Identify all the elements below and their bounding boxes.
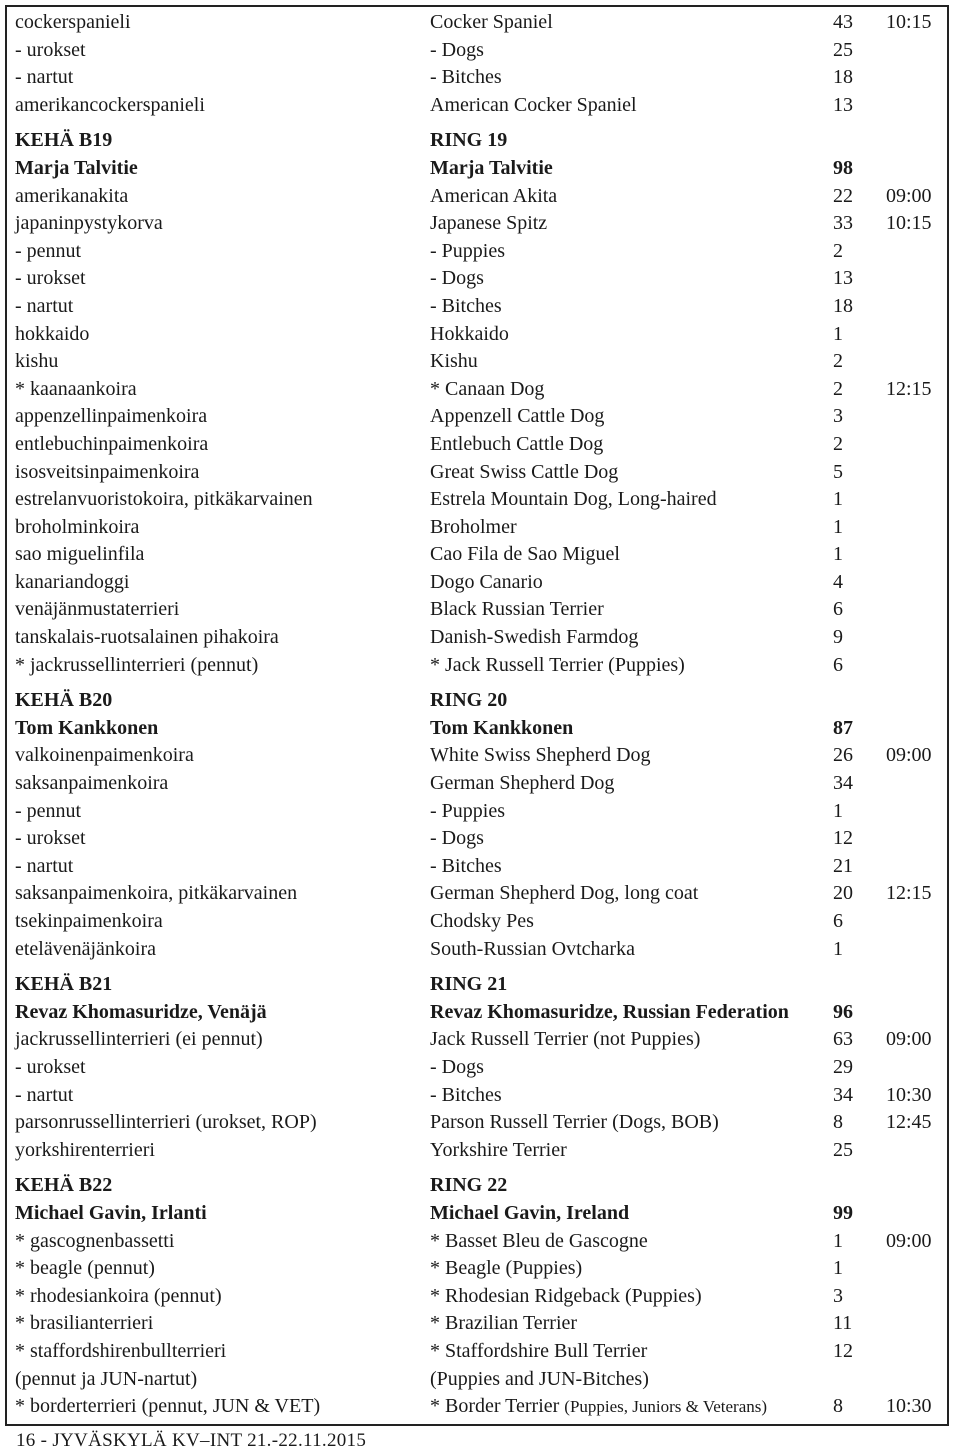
entry-count: 34 xyxy=(833,772,853,795)
start-time: 10:15 xyxy=(886,212,932,235)
entry-row xyxy=(0,348,960,376)
finnish-name: - urokset xyxy=(15,1055,86,1078)
english-name-text: Broholmer xyxy=(430,515,517,538)
start-time: 09:00 xyxy=(886,184,932,207)
english-name xyxy=(430,1109,719,1137)
english-name xyxy=(430,514,517,542)
english-name xyxy=(430,9,553,37)
english-name xyxy=(430,596,604,624)
finnish-name: * rhodesiankoira (pennut) xyxy=(15,1284,222,1307)
entry-row xyxy=(0,853,960,881)
entry-count: 3 xyxy=(833,405,843,428)
entry-count: 6 xyxy=(833,910,843,932)
finnish-name: estrelanvuoristokoira, pitkäkarvainen xyxy=(15,488,313,511)
english-name-text: - Puppies xyxy=(430,239,505,262)
entry-count: 13 xyxy=(833,93,853,116)
entry-row xyxy=(0,624,960,652)
english-name-text: Great Swiss Cattle Dog xyxy=(430,460,619,483)
english-name xyxy=(430,1366,649,1394)
entry-row xyxy=(0,936,960,964)
entry-count: 5 xyxy=(833,460,843,483)
entry-count: 13 xyxy=(833,267,853,290)
finnish-name: broholminkoira xyxy=(15,515,140,538)
english-name xyxy=(430,64,502,92)
english-name xyxy=(430,348,478,376)
english-name-text: Japanese Spitz xyxy=(430,212,548,235)
entry-row xyxy=(0,265,960,293)
entry-row xyxy=(0,1054,960,1082)
english-name xyxy=(430,1026,700,1054)
english-name-text: German Shepherd Dog, long coat xyxy=(430,882,699,905)
start-time: 09:00 xyxy=(886,1028,932,1051)
english-name xyxy=(430,1310,577,1338)
start-time: 10:30 xyxy=(886,1083,932,1106)
finnish-name: etelävenäjänkoira xyxy=(15,937,157,960)
finnish-name: parsonrussellinterrieri (urokset, ROP) xyxy=(15,1111,317,1134)
entry-count: 18 xyxy=(833,66,853,89)
english-name xyxy=(430,1283,702,1311)
finnish-name: KEHÄ B21 xyxy=(15,973,113,996)
entry-count: 6 xyxy=(833,653,843,676)
entry-count: 4 xyxy=(833,570,843,593)
english-name-text: Chodsky Pes xyxy=(430,910,534,932)
english-name-text: German Shepherd Dog xyxy=(430,772,615,795)
finnish-name: sao miguelinfila xyxy=(15,543,145,566)
english-name xyxy=(430,652,685,680)
english-name-text: * Jack Russell Terrier (Puppies) xyxy=(430,653,685,676)
entry-count: 1 xyxy=(833,543,843,566)
finnish-name: entlebuchinpaimenkoira xyxy=(15,432,209,455)
english-name-text: Jack Russell Terrier (not Puppies) xyxy=(430,1028,701,1051)
finnish-name: saksanpaimenkoira, pitkäkarvainen xyxy=(15,882,298,905)
entry-row xyxy=(0,742,960,770)
entry-count: 2 xyxy=(833,239,843,262)
english-name xyxy=(430,293,502,321)
start-time: 10:30 xyxy=(886,1395,932,1418)
english-name xyxy=(430,1082,502,1110)
entry-count: 2 xyxy=(833,432,843,455)
english-name-text: South-Russian Ovtcharka xyxy=(430,937,635,960)
start-time: 12:15 xyxy=(886,377,932,400)
entry-row xyxy=(0,770,960,798)
english-name-text: - Dogs xyxy=(430,267,484,290)
entry-count: 12 xyxy=(833,827,853,850)
english-name-text: Appenzell Cattle Dog xyxy=(430,405,605,428)
entry-count: 12 xyxy=(833,1339,853,1362)
entry-count: 87 xyxy=(833,716,853,739)
entry-row xyxy=(0,403,960,431)
start-time: 09:00 xyxy=(886,744,932,767)
english-name xyxy=(430,1054,484,1082)
english-name-text: White Swiss Shepherd Dog xyxy=(430,744,651,767)
english-name-text: * Beagle (Puppies) xyxy=(430,1257,583,1280)
entry-row xyxy=(0,569,960,597)
finnish-name: - nartut xyxy=(15,854,74,877)
english-name-text: RING 19 xyxy=(430,129,508,152)
english-name xyxy=(430,183,557,211)
english-name xyxy=(430,321,509,349)
english-name-text: Danish-Swedish Farmdog xyxy=(430,626,639,649)
entry-row xyxy=(0,1366,960,1394)
finnish-name: amerikancockerspanieli xyxy=(15,93,205,116)
entry-count: 1 xyxy=(833,515,843,538)
english-name-text: - Bitches xyxy=(430,854,502,877)
english-name-text: Dogo Canario xyxy=(430,570,543,593)
start-time: 12:45 xyxy=(886,1111,932,1134)
english-name-text: American Akita xyxy=(430,184,558,207)
finnish-name: tsekinpaimenkoira xyxy=(15,910,163,932)
english-name xyxy=(430,155,553,183)
finnish-name: jackrussellinterrieri (ei pennut) xyxy=(15,1028,263,1051)
entry-row xyxy=(0,459,960,487)
english-name-text: Revaz Khomasuridze, Russian Federation xyxy=(430,1000,789,1023)
section-header-row xyxy=(0,971,960,999)
entry-row xyxy=(0,908,960,936)
section-header-row xyxy=(0,687,960,715)
entry-row xyxy=(0,92,960,120)
entry-row xyxy=(0,1393,960,1421)
entry-count: 1 xyxy=(833,1257,843,1280)
entry-count: 34 xyxy=(833,1083,853,1106)
english-name xyxy=(430,459,618,487)
english-name-text: * Brazilian Terrier xyxy=(430,1312,578,1335)
entry-row xyxy=(0,183,960,211)
entry-row xyxy=(0,431,960,459)
page-footer: 16 - JYVÄSKYLÄ KV–INT 21.-22.11.2015 xyxy=(16,1430,367,1451)
entry-count: 18 xyxy=(833,294,853,317)
english-name-text: * Basset Bleu de Gascogne xyxy=(430,1229,648,1252)
entry-row xyxy=(0,486,960,514)
finnish-name: - nartut xyxy=(15,66,74,89)
finnish-name: - urokset xyxy=(15,827,86,850)
finnish-name: Revaz Khomasuridze, Venäjä xyxy=(15,1000,267,1023)
entry-count: 1 xyxy=(833,322,843,345)
english-name-text: - Puppies xyxy=(430,799,505,822)
finnish-name: saksanpaimenkoira xyxy=(15,772,169,795)
english-name-text: Marja Talvitie xyxy=(430,156,553,179)
finnish-name: - nartut xyxy=(15,1083,74,1106)
entry-row xyxy=(0,596,960,624)
entry-count: 25 xyxy=(833,1138,853,1161)
english-name-text: Tom Kankkonen xyxy=(430,716,574,739)
english-name xyxy=(430,1338,647,1366)
entry-count: 1 xyxy=(833,937,843,960)
entry-row xyxy=(0,1137,960,1165)
finnish-name: isosveitsinpaimenkoira xyxy=(15,460,200,483)
english-name-text: - Bitches xyxy=(430,294,502,317)
english-name-text: - Dogs xyxy=(430,1055,484,1078)
english-name xyxy=(430,971,507,999)
english-name xyxy=(430,265,484,293)
entry-row xyxy=(0,798,960,826)
entry-count: 20 xyxy=(833,882,853,905)
english-name-text: Parson Russell Terrier (Dogs, BOB) xyxy=(430,1111,719,1134)
english-name xyxy=(430,92,637,120)
entry-row xyxy=(0,1026,960,1054)
entry-count: 43 xyxy=(833,11,853,33)
entry-list xyxy=(0,9,960,1421)
finnish-name: * gascognenbassetti xyxy=(15,1229,175,1252)
entry-row xyxy=(0,210,960,238)
entry-row xyxy=(0,238,960,266)
english-name-text: - Bitches xyxy=(430,1083,502,1106)
finnish-name: KEHÄ B22 xyxy=(15,1174,113,1197)
english-name xyxy=(430,541,620,569)
english-name xyxy=(430,569,543,597)
english-name-text: - Dogs xyxy=(430,38,484,61)
finnish-name: KEHÄ B19 xyxy=(15,129,113,152)
english-name xyxy=(430,403,604,431)
section-header-row xyxy=(0,1172,960,1200)
english-name-text: - Dogs xyxy=(430,827,484,850)
entry-row xyxy=(0,1255,960,1283)
english-name xyxy=(430,1172,507,1200)
finnish-name: * brasilianterrieri xyxy=(15,1312,154,1335)
english-name-text: (Puppies and JUN-Bitches) xyxy=(430,1367,649,1390)
finnish-name: hokkaido xyxy=(15,322,90,345)
section-header-row xyxy=(0,715,960,743)
entry-row xyxy=(0,1228,960,1256)
english-name-text: RING 21 xyxy=(430,973,508,996)
finnish-name: tanskalais-ruotsalainen pihakoira xyxy=(15,626,279,649)
english-name xyxy=(430,37,484,65)
entry-count: 22 xyxy=(833,184,853,207)
finnish-name: * jackrussellinterrieri (pennut) xyxy=(15,653,259,676)
entry-count: 8 xyxy=(833,1111,843,1134)
english-name xyxy=(430,770,614,798)
entry-row xyxy=(0,825,960,853)
english-name-text: Hokkaido xyxy=(430,322,509,345)
entry-count: 1 xyxy=(833,1229,843,1252)
finnish-name: * borderterrieri (pennut, JUN & VET) xyxy=(15,1395,321,1418)
finnish-name: * beagle (pennut) xyxy=(15,1257,155,1280)
english-name xyxy=(430,431,603,459)
english-name xyxy=(430,715,573,743)
section-header-row xyxy=(0,1200,960,1228)
entry-count: 63 xyxy=(833,1028,853,1051)
finnish-name: - urokset xyxy=(15,38,86,61)
english-name xyxy=(430,798,505,826)
english-name-text: Cocker Spaniel xyxy=(430,11,553,33)
finnish-name: Michael Gavin, Irlanti xyxy=(15,1201,207,1224)
english-name xyxy=(430,825,484,853)
english-name xyxy=(430,1255,582,1283)
finnish-name: valkoinenpaimenkoira xyxy=(15,744,194,767)
english-name-text: - Bitches xyxy=(430,66,502,89)
english-name-note: (Puppies, Juniors & Veterans) xyxy=(564,1397,768,1417)
start-time: 10:15 xyxy=(886,11,932,33)
finnish-name: japaninpystykorva xyxy=(15,212,163,235)
finnish-name: * staffordshirenbullterrieri xyxy=(15,1339,227,1362)
entry-row xyxy=(0,1082,960,1110)
finnish-name: Marja Talvitie xyxy=(15,156,138,179)
finnish-name: Tom Kankkonen xyxy=(15,716,159,739)
entry-count: 25 xyxy=(833,38,853,61)
english-name xyxy=(430,936,635,964)
entry-count: 11 xyxy=(833,1312,853,1335)
entry-row xyxy=(0,376,960,404)
english-name xyxy=(430,742,651,770)
finnish-name: yorkshirenterrieri xyxy=(15,1138,155,1161)
english-name-text: * Canaan Dog xyxy=(430,377,545,400)
english-name-text: Michael Gavin, Ireland xyxy=(430,1201,630,1224)
english-name xyxy=(430,210,547,238)
english-name-text: Cao Fila de Sao Miguel xyxy=(430,543,620,566)
entry-row xyxy=(0,1109,960,1137)
english-name xyxy=(430,127,507,155)
finnish-name: cockerspanieli xyxy=(15,11,131,33)
entry-count: 21 xyxy=(833,854,853,877)
english-name-text: American Cocker Spaniel xyxy=(430,93,637,116)
finnish-name: venäjänmustaterrieri xyxy=(15,598,180,621)
entry-row xyxy=(0,1283,960,1311)
english-name xyxy=(430,908,534,936)
english-name-text: * Staffordshire Bull Terrier xyxy=(430,1339,648,1362)
finnish-name: appenzellinpaimenkoira xyxy=(15,405,208,428)
english-name-text: Entlebuch Cattle Dog xyxy=(430,432,604,455)
entry-row xyxy=(0,293,960,321)
entry-count: 6 xyxy=(833,598,843,621)
entry-count: 26 xyxy=(833,744,853,767)
entry-row xyxy=(0,880,960,908)
english-name-text: Estrela Mountain Dog, Long-haired xyxy=(430,488,717,511)
english-name xyxy=(430,999,789,1027)
entry-count: 99 xyxy=(833,1201,853,1224)
english-name xyxy=(430,1393,767,1421)
entry-row xyxy=(0,514,960,542)
english-name-text: Yorkshire Terrier xyxy=(430,1138,567,1161)
entry-row xyxy=(0,64,960,92)
english-name xyxy=(430,486,717,514)
english-name xyxy=(430,1137,567,1165)
entry-row xyxy=(0,541,960,569)
finnish-name: amerikanakita xyxy=(15,184,129,207)
finnish-name: (pennut ja JUN-nartut) xyxy=(15,1367,198,1390)
finnish-name: - urokset xyxy=(15,267,86,290)
english-name-text: Kishu xyxy=(430,350,478,373)
english-name-text: RING 20 xyxy=(430,689,508,712)
english-name xyxy=(430,376,544,404)
start-time: 12:15 xyxy=(886,882,932,905)
english-name-text: * Border Terrier xyxy=(430,1395,560,1418)
section-header-row xyxy=(0,999,960,1027)
section-header-row xyxy=(0,155,960,183)
finnish-name: - nartut xyxy=(15,294,74,317)
english-name xyxy=(430,687,507,715)
english-name xyxy=(430,1200,629,1228)
finnish-name: - pennut xyxy=(15,239,82,262)
entry-row xyxy=(0,1338,960,1366)
entry-row xyxy=(0,37,960,65)
entry-count: 9 xyxy=(833,626,843,649)
finnish-name: * kaanaankoira xyxy=(15,377,137,400)
entry-count: 1 xyxy=(833,799,843,822)
english-name-text: Black Russian Terrier xyxy=(430,598,604,621)
english-name-text: * Rhodesian Ridgeback (Puppies) xyxy=(430,1284,702,1307)
english-name xyxy=(430,624,638,652)
entry-count: 96 xyxy=(833,1000,853,1023)
entry-count: 3 xyxy=(833,1284,843,1307)
finnish-name: KEHÄ B20 xyxy=(15,689,113,712)
finnish-name: kishu xyxy=(15,350,59,373)
entry-count: 8 xyxy=(833,1395,843,1418)
english-name xyxy=(430,880,698,908)
entry-count: 2 xyxy=(833,377,843,400)
english-name-text: RING 22 xyxy=(430,1174,508,1197)
section-header-row xyxy=(0,127,960,155)
entry-count: 1 xyxy=(833,488,843,511)
english-name xyxy=(430,238,505,266)
english-name xyxy=(430,853,502,881)
entry-row xyxy=(0,1310,960,1338)
entry-count: 2 xyxy=(833,350,843,373)
entry-row xyxy=(0,321,960,349)
entry-count: 29 xyxy=(833,1055,853,1078)
entry-count: 98 xyxy=(833,156,853,179)
entry-row xyxy=(0,9,960,37)
english-name xyxy=(430,1228,648,1256)
finnish-name: kanariandoggi xyxy=(15,570,130,593)
entry-count: 33 xyxy=(833,212,853,235)
finnish-name: - pennut xyxy=(15,799,82,822)
entry-row xyxy=(0,652,960,680)
start-time: 09:00 xyxy=(886,1229,932,1252)
